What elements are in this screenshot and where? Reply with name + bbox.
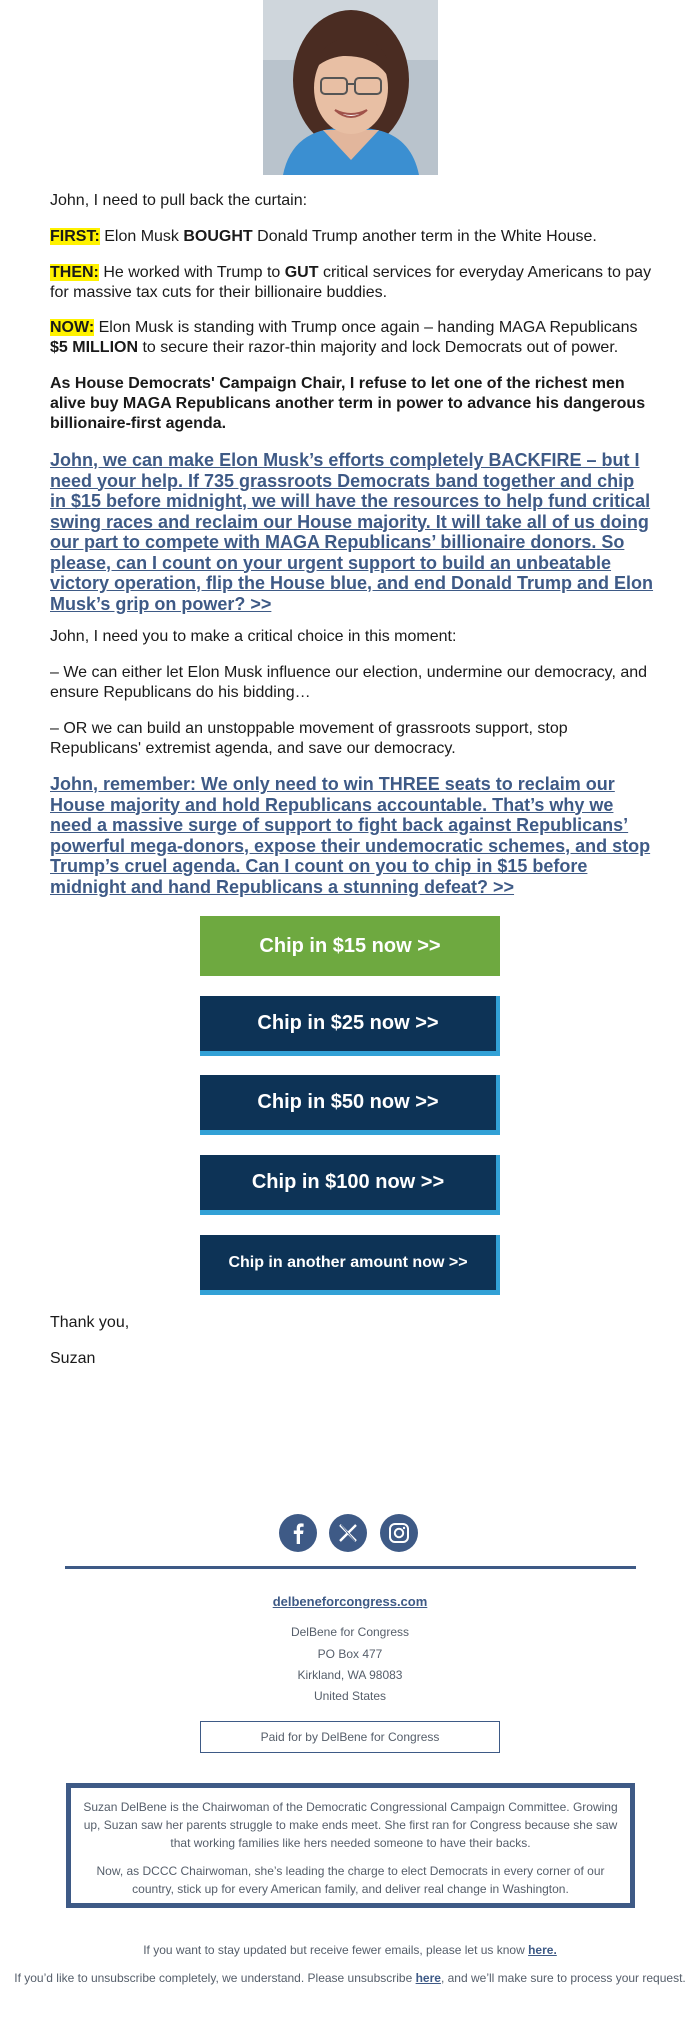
x-glyph bbox=[337, 1522, 359, 1544]
donate-link-1[interactable]: John, we can make Elon Musk’s efforts completely BACKFIRE – but I need your help. If 735 grassroots Democrats band together and chip in $15 before midnight, we will have the resources to help fund critical swing races and reclaim our House majority. It will take all of us doing our part to compete with MAGA Republicans’ billionaire donors. So please, can I count on your urgent support to build an unbeatable victory operation, flip the House blue, and end Donald Trump and Elon Musk’s grip on power? >> bbox=[50, 450, 654, 614]
thanks-text: Thank you, bbox=[50, 1314, 130, 1331]
now-text-1: Elon Musk is standing with Trump once again – handing MAGA Republicans bbox=[94, 319, 638, 336]
country-line: United States bbox=[313, 1689, 387, 1703]
bio-paragraph-2: Now, as DCCC Chairwoman, she’s leading the charge to elect Democrats in every corner of our country, stick up for every American family, and deliver real change in Washington. bbox=[96, 1864, 605, 1896]
chip-in-50-button[interactable]: Chip in $50 now >> bbox=[200, 1075, 500, 1135]
x-icon[interactable] bbox=[329, 1514, 367, 1552]
then-text-1: He worked with Trump to bbox=[98, 264, 285, 281]
then-bold: GUT bbox=[284, 264, 319, 281]
chip-in-100-button[interactable]: Chip in $100 now >> bbox=[200, 1155, 500, 1215]
po-box: PO Box 477 bbox=[317, 1647, 383, 1661]
facebook-glyph bbox=[288, 1522, 308, 1544]
chip-in-15-button[interactable]: Chip in $15 now >> bbox=[200, 916, 500, 976]
fewer-emails-text bbox=[0, 1941, 700, 1959]
unsubscribe-label-1: If you’d like to unsubscribe completely, we understand. Please unsubscribe bbox=[14, 1971, 416, 1985]
donate-link-2[interactable]: John, remember: We only need to win THREE seats to reclaim our House majority and hold Republicans accountable. That’s why we need a massive surge of support to fight back against Republicans’ powerful mega-donors, expose their undemocratic schemes, and stop Trump’s cruel agenda. Can I count on you to chip in $15 before midnight and hand Republicans a stunning defeat? >> bbox=[50, 774, 651, 897]
first-text-1: Elon Musk bbox=[99, 228, 184, 245]
chip-in-25-button[interactable]: Chip in $25 now >> bbox=[200, 996, 500, 1056]
choice-a: – We can either let Elon Musk influence our election, undermine our democracy, and ensure Republicans do his bidding… bbox=[50, 664, 648, 701]
now-text-2: to secure their razor-thin majority and lock Democrats out of power. bbox=[138, 339, 619, 356]
unsubscribe-text bbox=[0, 1969, 700, 1987]
header-photo bbox=[263, 0, 438, 175]
fewer-emails-link[interactable]: here. bbox=[528, 1943, 557, 1957]
website-link[interactable]: delbeneforcongress.com bbox=[272, 1594, 428, 1609]
fewer-emails-label: If you want to stay updated but receive fewer emails, please let us know bbox=[143, 1943, 529, 1957]
then-paragraph bbox=[50, 263, 654, 303]
facebook-icon[interactable] bbox=[279, 1514, 317, 1552]
footer-divider bbox=[65, 1566, 636, 1569]
paid-for-disclaimer: Paid for by DelBene for Congress bbox=[200, 1721, 500, 1753]
first-tag: FIRST: bbox=[50, 228, 100, 245]
signature-name: Suzan bbox=[50, 1350, 96, 1367]
choice-b: – OR we can build an unstoppable movement of grassroots support, stop Republicans' extremist agenda, and save our democracy. bbox=[50, 720, 568, 757]
unsubscribe-label-2: , and we’ll make sure to process your request. bbox=[440, 1971, 686, 1985]
bio-paragraph-1: Suzan DelBene is the Chairwoman of the Democratic Congressional Campaign Committee. Growing up, Suzan saw her parents struggle to make ends meet. She first ran for Congress because she saw that working families like hers needed someone to have their backs. bbox=[83, 1800, 618, 1850]
portrait-image bbox=[263, 0, 438, 175]
now-bold: $5 MILLION bbox=[50, 339, 139, 356]
unsubscribe-link[interactable]: here bbox=[415, 1971, 441, 1985]
chair-statement: As House Democrats' Campaign Chair, I refuse to let one of the richest men alive buy MAGA Republicans another term in power to advance his dangerous billionaire-first agenda. bbox=[50, 375, 646, 432]
bio-box bbox=[66, 1783, 635, 1908]
first-paragraph bbox=[50, 227, 654, 247]
first-bold: BOUGHT bbox=[183, 228, 253, 245]
first-text-2: Donald Trump another term in the White House. bbox=[252, 228, 597, 245]
instagram-icon[interactable] bbox=[380, 1514, 418, 1552]
then-tag: THEN: bbox=[50, 264, 99, 281]
org-name: DelBene for Congress bbox=[290, 1625, 410, 1639]
then-text-2: critical services for everyday Americans to pay for massive tax cuts for their billionaire buddies. bbox=[50, 264, 652, 301]
instagram-glyph bbox=[388, 1522, 410, 1544]
now-tag: NOW: bbox=[50, 319, 95, 336]
now-paragraph bbox=[50, 318, 654, 358]
greeting-text: John, I need to pull back the curtain: bbox=[50, 192, 308, 209]
choice-intro: John, I need you to make a critical choice in this moment: bbox=[50, 628, 457, 645]
chip-in-other-button[interactable]: Chip in another amount now >> bbox=[200, 1235, 500, 1295]
city-line: Kirkland, WA 98083 bbox=[297, 1668, 403, 1682]
